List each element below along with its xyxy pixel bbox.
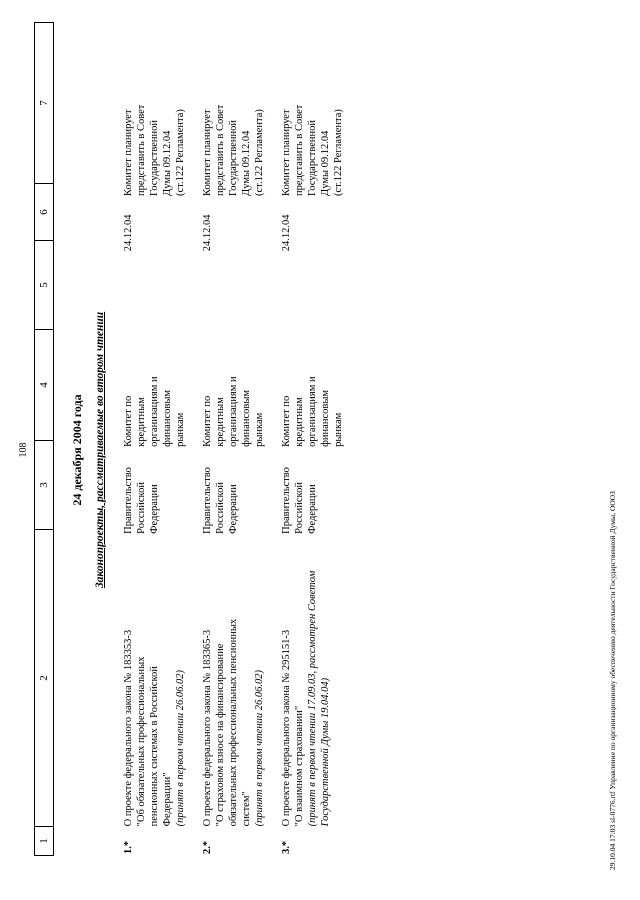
initiator-line: Правительство — [202, 467, 213, 534]
committee-line: кредитным — [215, 397, 226, 447]
column-5 — [122, 251, 187, 338]
section-heading: Законопроекты, рассматриваемые во втором чтении — [94, 311, 106, 589]
table-row — [201, 24, 266, 856]
status-line: Комитет планирует — [281, 109, 292, 196]
initiator — [122, 447, 187, 534]
committee — [201, 338, 266, 447]
header-col-4: 4 — [35, 329, 53, 440]
bill-note: (принят в первом чтении 26.06.02) — [175, 670, 186, 827]
committee — [122, 338, 187, 447]
committee-line: организациям и — [149, 376, 160, 447]
title-line: систем" — [241, 791, 252, 827]
header-col-3: 3 — [35, 440, 53, 529]
committee-line: рынкам — [254, 412, 265, 447]
date-cell: 24.12.04 — [281, 214, 292, 252]
initiator-line: Федерации — [228, 484, 239, 534]
bill-title — [280, 534, 345, 827]
initiator-line: Российской — [294, 482, 305, 534]
bill-title — [122, 534, 187, 827]
title-line: О проекте федерального закона № 183353-3 — [123, 629, 134, 827]
table-header — [34, 22, 54, 856]
status-line: Думы 09.12.04 — [241, 130, 252, 196]
initiator — [201, 447, 266, 534]
row-number: 3.* — [281, 840, 292, 854]
committee-line: Комитет по — [123, 395, 134, 447]
title-line: "Об обязательных профессиональных — [136, 656, 147, 827]
committee — [280, 338, 345, 447]
date-heading: 24 декабря 2004 года — [70, 394, 84, 506]
committee-line: финансовым — [320, 389, 331, 447]
table-row — [122, 24, 187, 856]
committee-line: финансовым — [241, 389, 252, 447]
row-number: 2.* — [202, 840, 213, 854]
committee-line: кредитным — [136, 397, 147, 447]
committee-line: организациям и — [228, 376, 239, 447]
status-line: Думы 09.12.04 — [162, 130, 173, 196]
page-number: 108 — [18, 442, 29, 458]
initiator-line: Российской — [215, 482, 226, 534]
column-5 — [201, 251, 266, 338]
committee-line: рынкам — [175, 412, 186, 447]
status-line: Комитет планирует — [123, 109, 134, 196]
initiator — [280, 447, 345, 534]
column-5 — [280, 251, 345, 338]
row-number: 1.* — [123, 840, 134, 854]
title-line: О проекте федерального закона № 183365-3 — [202, 629, 213, 827]
status-line: Думы 09.12.04 — [320, 130, 331, 196]
status-line: Государственной — [149, 120, 160, 196]
page-footer: 29.10.04 17:03 sl-0776.rtf Управление по организационному обеспечению деятельности Государственной Думы, ОООЗ — [608, 491, 617, 870]
bill-list — [122, 24, 359, 856]
title-line: обязательных профессиональных пенсионных — [228, 618, 239, 827]
initiator-line: Федерации — [307, 484, 318, 534]
status-line: Государственной — [307, 120, 318, 196]
status-line: представить в Совет — [215, 104, 226, 196]
status-line: представить в Совет — [294, 104, 305, 196]
title-line: "О страховом взносе на финансирование — [215, 643, 226, 827]
header-col-7: 7 — [38, 100, 50, 106]
committee-line: финансовым — [162, 389, 173, 447]
initiator-line: Правительство — [123, 467, 134, 534]
committee-line: Комитет по — [281, 395, 292, 447]
status-line: представить в Совет — [136, 104, 147, 196]
title-line: О проекте федерального закона № 295151-3 — [281, 629, 292, 827]
header-col-6: 6 — [35, 183, 53, 240]
header-col-2: 2 — [35, 529, 53, 826]
status-line: (ст.122 Регламента) — [333, 109, 344, 196]
bill-note: (принят в первом чтении 17.09.03, рассмотрен Советом Государственной Думы 19.04.04) — [307, 570, 331, 827]
status — [280, 24, 345, 196]
status-line: Государственной — [228, 120, 239, 196]
title-line: пенсионных системах в Российской — [149, 666, 160, 827]
status — [201, 24, 266, 196]
header-col-1: 1 — [35, 826, 53, 855]
date-cell: 24.12.04 — [123, 214, 134, 252]
initiator-line: Федерации — [149, 484, 160, 534]
bill-note: (принят в первом чтении 26.06.02) — [254, 670, 265, 827]
date-cell: 24.12.04 — [202, 214, 213, 252]
title-line: Федерации" — [162, 772, 173, 827]
status — [122, 24, 187, 196]
committee-line: Комитет по — [202, 395, 213, 447]
header-col-5: 5 — [35, 240, 53, 329]
initiator-line: Российской — [136, 482, 147, 534]
committee-line: рынкам — [333, 412, 344, 447]
title-line: "О взаимном страховании" — [294, 705, 305, 827]
bill-title — [201, 534, 266, 827]
initiator-line: Правительство — [281, 467, 292, 534]
table-row — [280, 24, 345, 856]
committee-line: организациям и — [307, 376, 318, 447]
committee-line: кредитным — [294, 397, 305, 447]
status-line: (ст.122 Регламента) — [254, 109, 265, 196]
status-line: (ст.122 Регламента) — [175, 109, 186, 196]
status-line: Комитет планирует — [202, 109, 213, 196]
